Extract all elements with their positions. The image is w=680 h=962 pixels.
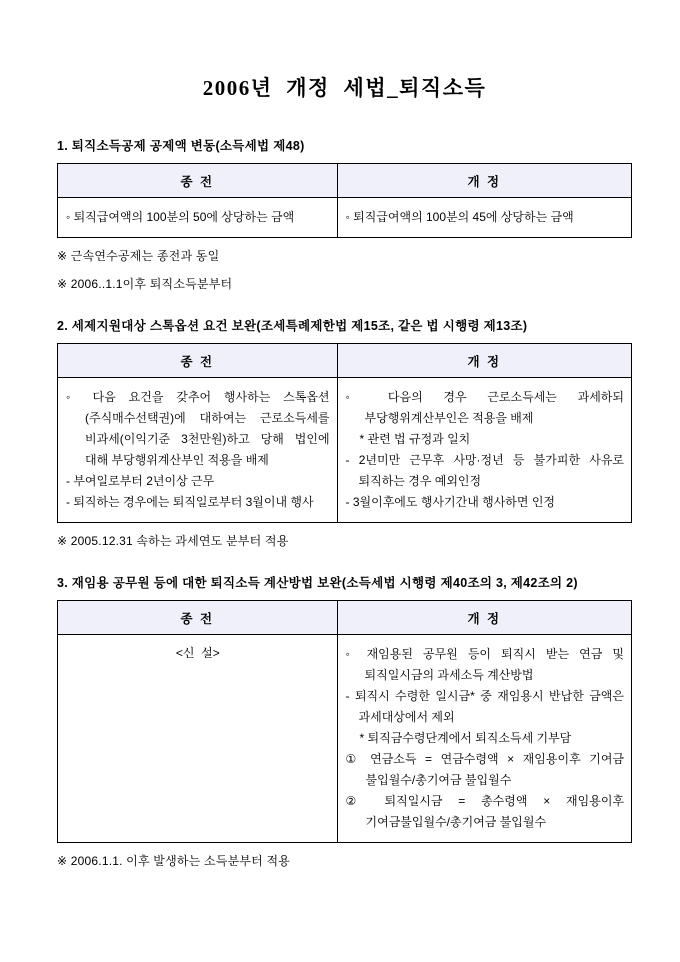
footnote: ※ 2006..1.1이후 퇴직소득분부터 [57,277,233,291]
col-header-before: 종 전 [58,344,338,378]
section-1-table [57,163,632,238]
table-row [58,198,632,238]
footnote: ※ 2005.12.31 속하는 과세연도 분부터 적용 [57,534,289,548]
cell-revised [337,198,631,238]
cell-revised [337,635,631,843]
cell-line: - 2년미만 근무후 사망·정년 등 불가피한 사유로 퇴직하는 경우 예외인정 [345,453,624,488]
section-2-heading: 2. 세제지원대상 스톡옵션 요건 보완(조세특례제한법 제15조, 같은 법 시행령 제13조) [57,319,528,333]
cell-line: ◦ 다음 요건을 갖추어 행사하는 스톡옵션(주식매수선택권)에 대하여는 근로소득세를 비과세(이익기준 3천만원)하고 당해 법인에 대해 부당행위계산부인 적용을 배제 [66,390,330,467]
cell-line: - 퇴직시 수령한 일시금* 중 재임용시 반납한 금액은 과세대상에서 제외 [345,689,624,724]
cell-line: ◦ 퇴직급여액의 100분의 50에 상당하는 금액 [66,210,295,224]
col-header-before: 종 전 [58,164,338,198]
table-row [58,378,632,523]
cell-line: * 관련 법 규정과 일치 [359,432,471,446]
cell-line: ◦ 다음의 경우 근로소득세는 과세하되 부당행위계산부인은 적용을 배제 [345,390,624,425]
cell-revised [337,378,631,523]
cell-line: - 퇴직하는 경우에는 퇴직일로부터 3월이내 행사 [66,495,314,509]
cell-before [58,378,338,523]
col-header-revised: 개 정 [337,601,631,635]
section-2-table [57,343,632,523]
section-reappointed-officials [57,573,632,872]
section-stock-option [57,316,632,552]
section-3-table [57,600,632,843]
col-header-revised: 개 정 [337,164,631,198]
section-1-heading: 1. 퇴직소득공제 공제액 변동(소득세법 제48) [57,139,305,153]
page-title: 2006년 개정 세법_퇴직소득 [202,76,487,100]
cell-before [58,198,338,238]
section-retirement-deduction [57,136,632,295]
cell-line: * 퇴직금수령단계에서 퇴직소득세 기부담 [359,731,572,745]
col-header-revised: 개 정 [337,344,631,378]
cell-line: - 부여일로부터 2년이상 근무 [66,474,215,488]
footnote: ※ 2006.1.1. 이후 발생하는 소득분부터 적용 [57,854,291,868]
table-header-row [58,601,632,635]
cell-line: - 3월이후에도 행사기간내 행사하면 인정 [345,495,556,509]
table-header-row [58,164,632,198]
table-header-row [58,344,632,378]
cell-line: ② 퇴직일시금 = 총수령액 × 재임용이후 기여금불입월수/총기여금 불입월수 [345,794,624,829]
footnote: ※ 근속연수공제는 종전과 동일 [57,249,220,263]
col-header-before: 종 전 [58,601,338,635]
cell-line: ① 연금소득 = 연금수령액 × 재임용이후 기여금 불입월수/총기여금 불입월수 [345,752,624,787]
cell-line: ◦ 퇴직급여액의 100분의 45에 상당하는 금액 [345,210,574,224]
cell-line: ◦ 재임용된 공무원 등이 퇴직시 받는 연금 및 퇴직일시금의 과세소득 계산방법 [345,647,624,682]
table-row [58,635,632,843]
section-3-heading: 3. 재임용 공무원 등에 대한 퇴직소득 계산방법 보완(소득세법 시행령 제40조의 3, 제42조의 2) [57,576,578,590]
cell-before-new-provision: <신 설> [58,635,338,843]
